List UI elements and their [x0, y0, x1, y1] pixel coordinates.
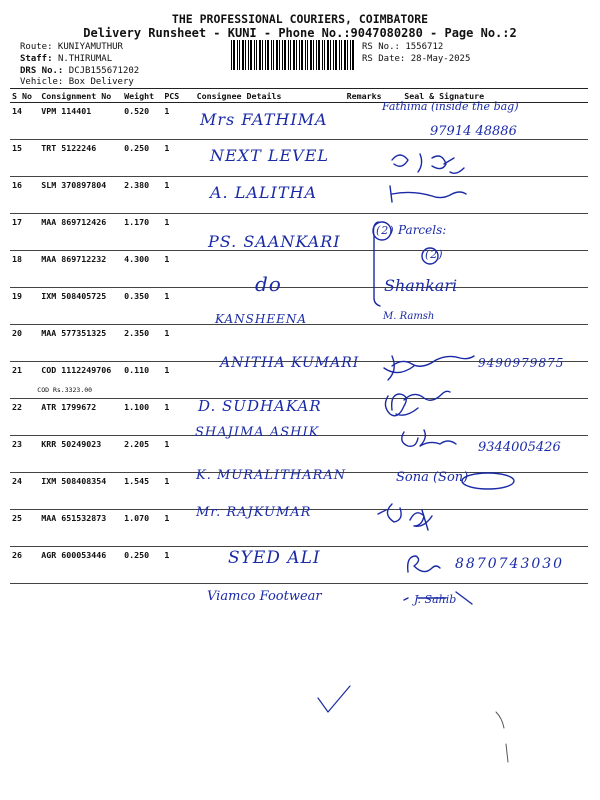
signature-handwriting: Shankari: [384, 276, 458, 295]
cell-consignment-text: MAA 651532873: [41, 513, 107, 523]
cell-sno-text: 15: [12, 143, 22, 153]
cell-weight-text: 0.350: [124, 291, 150, 301]
cell-consignment-text: MAA 869712426: [41, 217, 107, 227]
consignee-handwriting: SHAJIMA ASHIK: [195, 425, 320, 440]
signature-handwriting: 8870743030: [455, 556, 565, 572]
cell-weight-text: 2.350: [124, 328, 150, 338]
cell-consignment-text: ATR 1799672: [41, 402, 97, 412]
cod-amount: COD Rs.3323.00: [37, 386, 93, 394]
cell-consignment-text: IXM 508408354: [41, 476, 107, 486]
signature-handwriting: Sona (Son): [396, 470, 469, 485]
cell-pcs-text: 1: [164, 513, 170, 523]
signature-handwriting: (2): [425, 248, 444, 261]
consignee-handwriting: Mrs FATHIMA: [200, 110, 328, 129]
rs-date: RS Date: 28-May-2025: [362, 54, 471, 64]
cell-sno-text: 18: [12, 254, 22, 264]
consignee-handwriting: KANSHEENA: [215, 312, 308, 326]
consignee-handwriting: K. MURALITHARAN: [196, 468, 347, 483]
cell-pcs-text: 1: [164, 180, 170, 190]
cell-weight-text: 1.170: [124, 217, 150, 227]
col-remarks: Remarks: [345, 89, 403, 103]
signature-mark: [402, 430, 456, 446]
cell-weight-text: 2.380: [124, 180, 150, 190]
cell-consignment-text: KRR 50249023: [41, 439, 102, 449]
cell-consignment-text: COD 1112249706: [41, 365, 112, 375]
cell-pcs-text: 1: [164, 217, 170, 227]
cell-sno-text: 25: [12, 513, 22, 523]
col-sno: S No: [10, 89, 39, 103]
cell-sno-text: 19: [12, 291, 22, 301]
cell-pcs-text: 1: [164, 550, 170, 560]
remarks-handwriting: (2): [376, 224, 395, 237]
signature-mark: [404, 592, 472, 604]
signature-handwriting: M. Ramsh: [383, 311, 435, 322]
cell-sno-text: 21: [12, 365, 22, 375]
check-mark: [318, 686, 350, 712]
cell-consignment-text: AGR 600053446: [41, 550, 107, 560]
cell-sno-text: 23: [12, 439, 22, 449]
col-consignee: Consignee Details: [195, 89, 345, 103]
pen-mark: [496, 712, 508, 762]
consignee-handwriting: SYED ALI: [228, 548, 321, 568]
circled-number-mark: [373, 222, 391, 240]
cell-consignment-text: MAA 577351325: [41, 328, 107, 338]
consignee-handwriting: D. SUDHAKAR: [198, 397, 322, 415]
circled-number-mark: [422, 248, 438, 264]
company-title: THE PROFESSIONAL COURIERS, COIMBATORE: [171, 12, 429, 26]
cell-weight-text: 4.300: [124, 254, 150, 264]
cell-weight-text: 1.100: [124, 402, 150, 412]
cell-consignment-text: VPM 114401: [41, 106, 92, 116]
cell-weight-text: 0.250: [124, 143, 150, 153]
cell-pcs-text: 1: [164, 328, 170, 338]
cell-weight-text: 0.520: [124, 106, 150, 116]
signature-mark: [385, 391, 450, 415]
signature-handwriting: 9344005426: [478, 440, 561, 455]
signature-mark: [408, 556, 440, 572]
consignee-handwriting: NEXT LEVEL: [210, 146, 329, 165]
cell-weight-text: 0.250: [124, 550, 150, 560]
cell-consignment-text: MAA 869712232: [41, 254, 107, 264]
cell-sno-text: 16: [12, 180, 22, 190]
signature-mark: [390, 186, 466, 202]
cell-pcs-text: 1: [164, 143, 170, 153]
cell-pcs-text: 1: [164, 291, 170, 301]
cell-weight-text: 2.205: [124, 439, 150, 449]
rs-number: RS No.: 1556712: [362, 42, 444, 52]
cell-consignment-text: SLM 370897804: [41, 180, 107, 190]
consignee-handwriting: ANITHA KUMARI: [220, 355, 360, 371]
cell-pcs-text: 1: [164, 365, 170, 375]
consignee-handwriting: A. LALITHA: [210, 183, 318, 202]
col-consignment: Consignment No: [39, 89, 122, 103]
cell-pcs-text: 1: [164, 106, 170, 116]
signature-mark: [392, 154, 446, 172]
runsheet-subtitle: Delivery Runsheet - KUNI - Phone No.:9047080280 - Page No.:2: [83, 26, 517, 40]
cell-pcs-text: 1: [164, 439, 170, 449]
route-label: Route: KUNIYAMUTHUR: [20, 42, 123, 52]
signature-mark: [378, 504, 432, 530]
staff-value: N.THIRUMAL: [57, 54, 113, 64]
signature-mark: [462, 473, 514, 489]
cell-pcs-text: 1: [164, 254, 170, 264]
cell-pcs-text: 1: [164, 476, 170, 486]
cell-sno-text: 14: [12, 106, 22, 116]
signature-mark: [444, 158, 464, 173]
vehicle-label: Vehicle: Box Delivery: [20, 77, 134, 87]
cell-sno-text: 24: [12, 476, 22, 486]
cell-sno-text: 20: [12, 328, 22, 338]
signature-handwriting: J. Sahib: [414, 593, 457, 606]
col-weight: Weight: [122, 89, 162, 103]
signature-handwriting: Fathima (inside the bag): [382, 100, 519, 113]
cell-consignment-text: IXM 508405725: [41, 291, 107, 301]
signature-handwriting: 97914 48886: [430, 124, 517, 139]
drs-value: DCJB155671202: [68, 66, 140, 76]
cell-sno-text: 26: [12, 550, 22, 560]
consignee-handwriting: PS. SAANKARI: [208, 232, 341, 251]
signature-mark: [388, 356, 474, 380]
remarks-bracket: [374, 222, 381, 306]
staff-label: Staff:: [20, 54, 53, 64]
cell-pcs-text: 1: [164, 402, 170, 412]
consignee-handwriting: Mr. RAJKUMAR: [196, 505, 312, 520]
signature-handwriting: 9490979875: [478, 356, 565, 370]
col-pcs: PCS: [162, 89, 194, 103]
consignee-handwriting: do: [255, 272, 282, 296]
cell-sno-text: 22: [12, 402, 22, 412]
cell-weight-text: 1.545: [124, 476, 150, 486]
remarks-handwriting: Parcels:: [398, 223, 447, 237]
cell-sno-text: 17: [12, 217, 22, 227]
cell-weight-text: 0.110: [124, 365, 150, 375]
cell-consignment-text: TRT 5122246: [41, 143, 97, 153]
drs-label: DRS No.:: [20, 66, 64, 76]
signature-mark: [384, 366, 414, 373]
col-signature: Seal & Signature: [402, 89, 588, 103]
consignee-handwriting: Viamco Footwear: [207, 589, 322, 604]
cell-weight-text: 1.070: [124, 513, 150, 523]
